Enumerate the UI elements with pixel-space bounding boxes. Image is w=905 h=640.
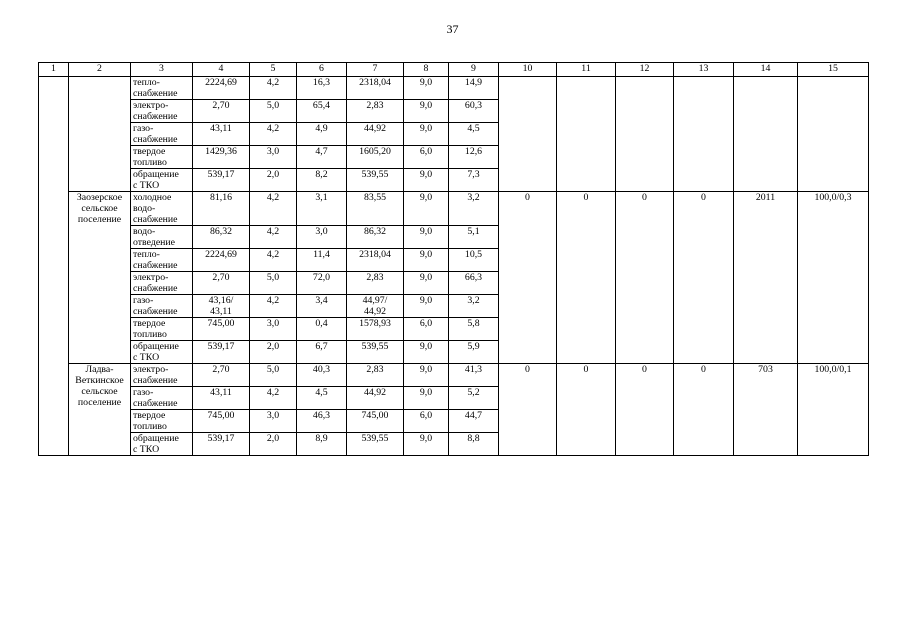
value-cell-c5: 5,0 [250,100,297,123]
value-cell-c9: 8,8 [449,433,499,456]
summary-cell-11: 0 [557,364,616,456]
summary-cell-10: 0 [499,364,557,456]
value-cell-c8: 9,0 [404,364,449,387]
value-cell-c4: 2224,69 [193,249,250,272]
value-cell-c8: 6,0 [404,410,449,433]
value-cell-c8: 9,0 [404,433,449,456]
summary-cell-11: 0 [557,192,616,364]
value-cell-c8: 6,0 [404,318,449,341]
value-cell-c4: 745,00 [193,318,250,341]
value-cell-c4: 43,16/ 43,11 [193,295,250,318]
service-cell: обращение с ТКО [131,341,193,364]
value-cell-c7: 2,83 [347,100,404,123]
value-cell-c6: 3,0 [297,226,347,249]
value-cell-c6: 65,4 [297,100,347,123]
value-cell-c9: 3,2 [449,295,499,318]
value-cell-c6: 3,4 [297,295,347,318]
value-cell-c8: 6,0 [404,146,449,169]
value-cell-c5: 4,2 [250,123,297,146]
service-cell: тепло- снабжение [131,77,193,100]
value-cell-c5: 3,0 [250,146,297,169]
value-cell-c9: 5,9 [449,341,499,364]
column-number-header: 11 [557,63,616,77]
value-cell-c9: 5,1 [449,226,499,249]
value-cell-c5: 2,0 [250,433,297,456]
value-cell-c7: 2318,04 [347,77,404,100]
table-body [39,77,869,456]
value-cell-c8: 9,0 [404,123,449,146]
value-cell-c6: 11,4 [297,249,347,272]
value-cell-c5: 4,2 [250,226,297,249]
value-cell-c5: 4,2 [250,387,297,410]
value-cell-c4: 2,70 [193,364,250,387]
value-cell-c4: 745,00 [193,410,250,433]
value-cell-c9: 5,8 [449,318,499,341]
value-cell-c5: 4,2 [250,249,297,272]
value-cell-c7: 44,92 [347,387,404,410]
value-cell-c4: 81,16 [193,192,250,226]
value-cell-c9: 41,3 [449,364,499,387]
value-cell-c8: 9,0 [404,226,449,249]
summary-cell-14: 703 [734,364,798,456]
service-cell: электро- снабжение [131,272,193,295]
service-cell: холодное водо- снабжение [131,192,193,226]
value-cell-c9: 14,9 [449,77,499,100]
value-cell-c6: 40,3 [297,364,347,387]
value-cell-c6: 6,7 [297,341,347,364]
value-cell-c6: 4,9 [297,123,347,146]
service-cell: твердое топливо [131,318,193,341]
value-cell-c6: 46,3 [297,410,347,433]
value-cell-c8: 9,0 [404,77,449,100]
value-cell-c9: 5,2 [449,387,499,410]
value-cell-c6: 0,4 [297,318,347,341]
summary-cell-10 [499,77,557,192]
value-cell-c5: 4,2 [250,192,297,226]
service-cell: электро- снабжение [131,364,193,387]
summary-cell-14: 2011 [734,192,798,364]
value-cell-c8: 9,0 [404,100,449,123]
column-number-header: 2 [69,63,131,77]
settlement-cell: Ладва- Веткинское сельское поселение [69,364,131,456]
value-cell-c4: 539,17 [193,169,250,192]
value-cell-c7: 44,92 [347,123,404,146]
value-cell-c9: 4,5 [449,123,499,146]
tariff-table [38,62,869,456]
value-cell-c4: 43,11 [193,123,250,146]
service-cell: обращение с ТКО [131,433,193,456]
value-cell-c9: 44,7 [449,410,499,433]
value-cell-c4: 2,70 [193,100,250,123]
service-cell: электро- снабжение [131,100,193,123]
value-cell-c4: 2,70 [193,272,250,295]
column-number-header: 13 [674,63,734,77]
value-cell-c5: 2,0 [250,341,297,364]
value-cell-c4: 86,32 [193,226,250,249]
column-number-header: 5 [250,63,297,77]
value-cell-c8: 9,0 [404,387,449,410]
column-number-row [39,63,869,77]
column-number-header: 9 [449,63,499,77]
value-cell-c7: 44,97/ 44,92 [347,295,404,318]
column-number-header: 6 [297,63,347,77]
service-cell: твердое топливо [131,410,193,433]
value-cell-c6: 16,3 [297,77,347,100]
value-cell-c7: 83,55 [347,192,404,226]
service-cell: водо- отведение [131,226,193,249]
summary-cell-14 [734,77,798,192]
value-cell-c4: 43,11 [193,387,250,410]
value-cell-c9: 3,2 [449,192,499,226]
service-cell: газо- снабжение [131,387,193,410]
column-number-header: 3 [131,63,193,77]
value-cell-c5: 4,2 [250,77,297,100]
summary-cell-15: 100,0/0,1 [798,364,869,456]
value-cell-c9: 66,3 [449,272,499,295]
value-cell-c8: 9,0 [404,169,449,192]
value-cell-c5: 2,0 [250,169,297,192]
page-number: 37 [446,22,459,36]
summary-cell-12: 0 [616,364,674,456]
value-cell-c8: 9,0 [404,192,449,226]
summary-cell-10: 0 [499,192,557,364]
value-cell-c4: 2224,69 [193,77,250,100]
value-cell-c8: 9,0 [404,341,449,364]
value-cell-c4: 539,17 [193,433,250,456]
service-cell: твердое топливо [131,146,193,169]
value-cell-c7: 1578,93 [347,318,404,341]
value-cell-c5: 4,2 [250,295,297,318]
value-cell-c7: 86,32 [347,226,404,249]
value-cell-c4: 539,17 [193,341,250,364]
summary-cell-13: 0 [674,364,734,456]
value-cell-c7: 539,55 [347,341,404,364]
value-cell-c5: 3,0 [250,410,297,433]
value-cell-c8: 9,0 [404,249,449,272]
column-number-header: 14 [734,63,798,77]
summary-cell-13: 0 [674,192,734,364]
column-number-header: 4 [193,63,250,77]
column-number-header: 15 [798,63,869,77]
value-cell-c7: 1605,20 [347,146,404,169]
value-cell-c9: 10,5 [449,249,499,272]
table-row [39,192,869,226]
district-cell [39,77,69,456]
value-cell-c9: 7,3 [449,169,499,192]
value-cell-c6: 3,1 [297,192,347,226]
value-cell-c7: 2318,04 [347,249,404,272]
settlement-cell [69,77,131,192]
summary-cell-15: 100,0/0,3 [798,192,869,364]
value-cell-c8: 9,0 [404,295,449,318]
value-cell-c6: 4,5 [297,387,347,410]
column-number-header: 12 [616,63,674,77]
value-cell-c5: 5,0 [250,272,297,295]
value-cell-c4: 1429,36 [193,146,250,169]
column-number-header: 7 [347,63,404,77]
service-cell: тепло- снабжение [131,249,193,272]
value-cell-c7: 2,83 [347,272,404,295]
value-cell-c6: 8,2 [297,169,347,192]
value-cell-c7: 745,00 [347,410,404,433]
value-cell-c6: 4,7 [297,146,347,169]
service-cell: газо- снабжение [131,123,193,146]
value-cell-c7: 539,55 [347,169,404,192]
value-cell-c8: 9,0 [404,272,449,295]
service-cell: обращение с ТКО [131,169,193,192]
table-row [39,77,869,100]
table-row [39,364,869,387]
service-cell: газо- снабжение [131,295,193,318]
summary-cell-11 [557,77,616,192]
column-number-header: 1 [39,63,69,77]
summary-cell-13 [674,77,734,192]
value-cell-c7: 2,83 [347,364,404,387]
column-number-header: 10 [499,63,557,77]
summary-cell-12 [616,77,674,192]
value-cell-c9: 12,6 [449,146,499,169]
value-cell-c9: 60,3 [449,100,499,123]
summary-cell-15 [798,77,869,192]
value-cell-c6: 72,0 [297,272,347,295]
value-cell-c6: 8,9 [297,433,347,456]
value-cell-c5: 3,0 [250,318,297,341]
column-number-header: 8 [404,63,449,77]
value-cell-c7: 539,55 [347,433,404,456]
settlement-cell: Заозерское сельское поселение [69,192,131,364]
summary-cell-12: 0 [616,192,674,364]
value-cell-c5: 5,0 [250,364,297,387]
